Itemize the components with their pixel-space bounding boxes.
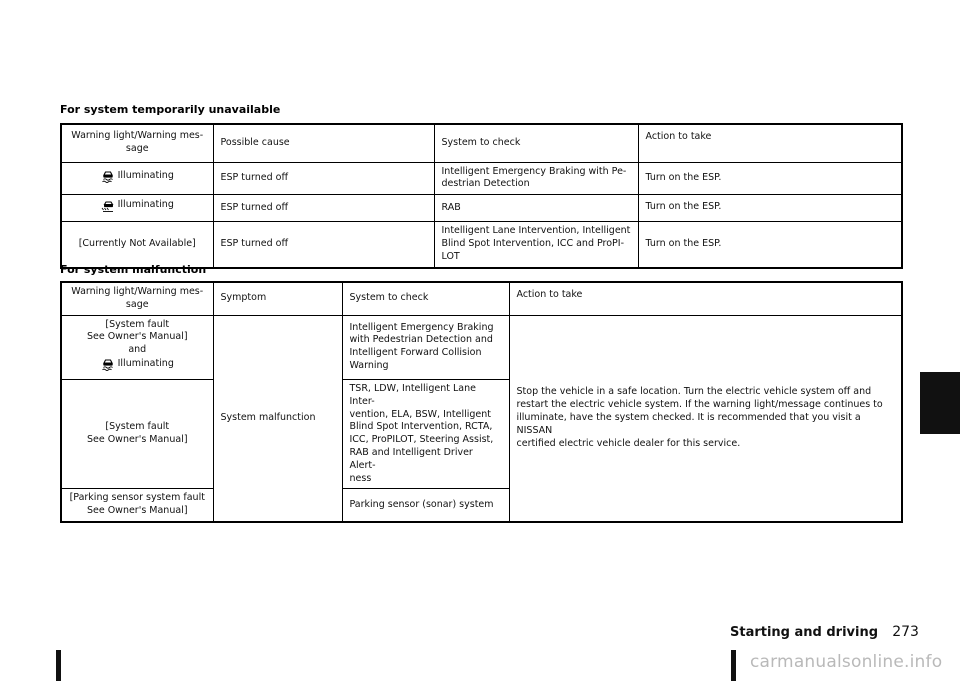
rear-brake-warning-icon <box>101 199 115 213</box>
chapter-tab-marker <box>920 372 960 434</box>
watermark: carmanualsonline.info <box>750 652 943 672</box>
system-cell <box>342 379 509 489</box>
header-possible-cause: Possible cause <box>213 124 434 162</box>
status-text: Illuminating <box>117 199 174 211</box>
system-cell: Parking sensor (sonar) system <box>342 489 509 522</box>
symptom-cell: System malfunction <box>213 315 342 522</box>
section-title-malfunction: For system malfunction <box>60 263 207 276</box>
system-text: ness <box>349 472 372 484</box>
system-text: destrian Detection <box>441 178 530 190</box>
system-text: Blind Spot Intervention, ICC and ProPI- <box>441 237 625 249</box>
status-text: Illuminating <box>117 169 174 181</box>
table-row <box>61 195 902 222</box>
warning-text: See Owner's Manual] <box>86 505 188 517</box>
warning-cell <box>61 489 213 522</box>
action-cell: Turn on the ESP. <box>638 162 902 195</box>
action-cell: Turn on the ESP. <box>638 222 902 268</box>
cause-cell: ESP turned off <box>213 195 434 222</box>
section-title-temporarily-unavailable: For system temporarily unavailable <box>60 103 281 116</box>
crop-mark <box>731 650 736 681</box>
header-symptom: Symptom <box>213 282 342 315</box>
warning-text: See Owner's Manual] <box>86 434 188 446</box>
system-text: vention, ELA, BSW, Intelligent <box>349 408 492 420</box>
header-text: Warning light/Warning mes- <box>71 286 204 297</box>
action-cell: Turn on the ESP. <box>638 195 902 222</box>
table-row <box>61 162 902 195</box>
cause-cell: ESP turned off <box>213 222 434 268</box>
action-text: illuminate, have the system checked. It is recommended that you visit a NISSAN <box>516 411 861 436</box>
table-row <box>61 315 902 379</box>
header-warning-light <box>61 124 213 162</box>
system-text: RAB and Intelligent Driver Alert- <box>349 446 473 471</box>
action-text: restart the electric vehicle system. If the warning light/message continues to <box>516 399 883 411</box>
header-system-to-check: System to check <box>434 124 638 162</box>
table-row <box>61 222 902 268</box>
header-text: sage <box>125 143 149 155</box>
temporarily-unavailable-table <box>60 123 903 269</box>
warning-text: [System fault <box>105 421 170 433</box>
header-warning-light <box>61 282 213 315</box>
system-cell <box>434 162 638 195</box>
system-cell <box>434 222 638 268</box>
malfunction-table <box>60 281 903 523</box>
warning-cell <box>61 379 213 489</box>
system-text: Warning <box>349 360 389 372</box>
action-cell <box>509 315 902 522</box>
warning-text: [Parking sensor system fault <box>69 492 205 504</box>
header-system-to-check: System to check <box>342 282 509 315</box>
warning-cell <box>61 315 213 379</box>
warning-cell <box>61 162 213 195</box>
header-action: Action to take <box>638 124 902 162</box>
system-text: Intelligent Emergency Braking <box>349 321 494 333</box>
warning-text: and <box>128 344 147 356</box>
system-cell: RAB <box>434 195 638 222</box>
warning-text: [System fault <box>105 318 170 330</box>
system-text: Intelligent Lane Intervention, Intelligent <box>441 225 631 237</box>
system-cell <box>342 315 509 379</box>
system-text: TSR, LDW, Intelligent Lane Inter- <box>349 382 476 407</box>
system-text: ICC, ProPILOT, Steering Assist, <box>349 434 494 446</box>
status-text: Illuminating <box>117 357 174 369</box>
car-skid-warning-icon <box>101 169 115 183</box>
page-footer <box>730 624 919 640</box>
system-text: Intelligent Emergency Braking with Pe- <box>441 165 627 177</box>
crop-mark <box>56 650 61 681</box>
system-text: Blind Spot Intervention, RCTA, <box>349 421 493 433</box>
table-header-row <box>61 124 902 162</box>
warning-text: See Owner's Manual] <box>86 331 188 343</box>
page-number: 273 <box>892 624 919 640</box>
header-text: Warning light/Warning mes- <box>71 130 204 142</box>
car-skid-warning-icon <box>101 357 115 371</box>
action-text: certified electric vehicle dealer for this service. <box>516 437 741 449</box>
chapter-title: Starting and driving <box>730 625 879 640</box>
warning-cell <box>61 195 213 222</box>
warning-cell: [Currently Not Available] <box>61 222 213 268</box>
header-text: sage <box>125 298 149 310</box>
action-text: Stop the vehicle in a safe location. Turn the electric vehicle system off and <box>516 386 872 398</box>
cause-cell: ESP turned off <box>213 162 434 195</box>
system-text: LOT <box>441 250 460 262</box>
header-action: Action to take <box>509 282 902 315</box>
system-text: with Pedestrian Detection and <box>349 334 493 346</box>
table-header-row <box>61 282 902 315</box>
system-text: Intelligent Forward Collision <box>349 347 482 359</box>
